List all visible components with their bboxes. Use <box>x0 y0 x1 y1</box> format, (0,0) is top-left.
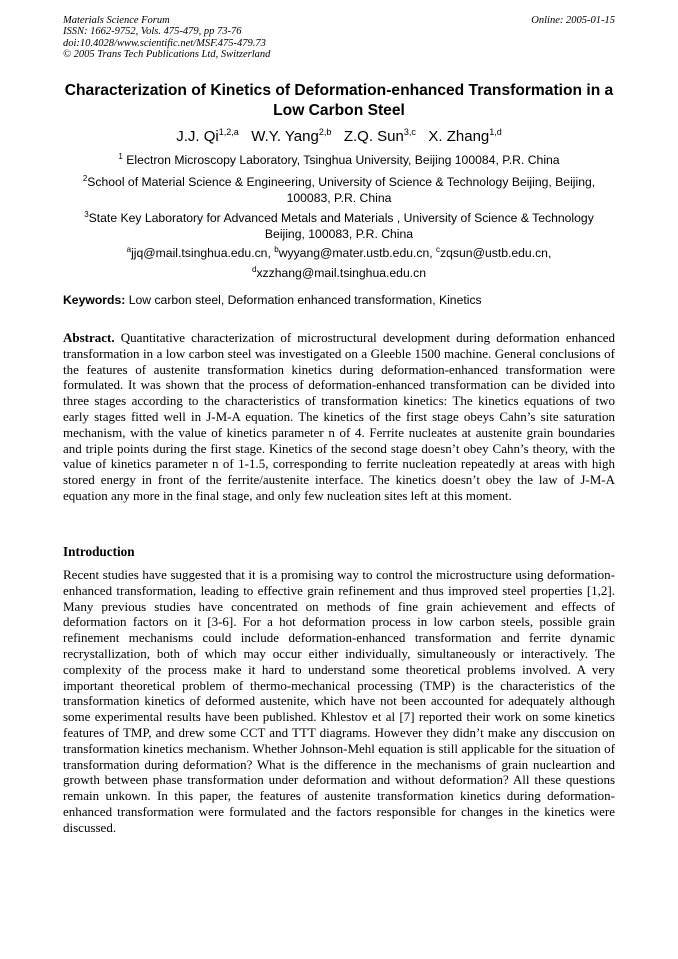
author-name: X. Zhang <box>428 128 490 145</box>
author-name: Z.Q. Sun <box>343 128 404 145</box>
keywords <box>63 292 615 308</box>
section-heading-introduction: Introduction <box>63 544 135 559</box>
abstract-text: Quantitative characterization of microstructural development during deformation enhanced transformation in a low carbon steel was investigated on a Gleeble 1500 machine. General conclusions of the features of austenite transformation kinetics during deformation-enhanced transformation were formulated. It was shown that the process of deformation-enhanced transformation can be divided into three stages according to the characteristics of transformation kinetics: The kinetics equations of two early stages fitted well in J-M-A equation. The kinetics of the first stage obeys Cahn’s site saturation mechanism, with the value of kinetics parameter n of 4. Ferrite nucleates at austenite grain boundaries and triple points during the first stage. Kinetics of the second stage doesn’t obey Cahn’s theory, with the value of kinetics parameter n of 1-1.5, corresponding to ferrite nucleation repeatedly at areas with high stored energy in front of the ferrite/austenite interface. The kinetics doesn’t obey the law of J-M-A equation any more in the final stage, and only few nucleation sites left at this moment. <box>63 330 615 503</box>
abstract <box>63 330 615 504</box>
email-address: xzzhang@mail.tsinghua.edu.cn <box>256 265 426 280</box>
affiliation-text: School of Material Science & Engineering, University of Science & Technology Beijing, Beijing, 100083, P.R. China <box>87 175 596 205</box>
author-affiliation-mark: 2,b <box>318 127 332 137</box>
journal-name: Materials Science Forum <box>63 15 170 26</box>
author-affiliation-mark: 1,2,a <box>218 127 239 137</box>
doi-line: doi:10.4028/www.scientific.net/MSF.475-479.73 <box>63 37 266 49</box>
affiliation-mark: 1 <box>118 152 123 161</box>
email-list <box>70 242 608 281</box>
email-mark: a <box>126 245 132 254</box>
keywords-text: Low carbon steel, Deformation enhanced transformation, Kinetics <box>125 293 482 307</box>
keywords-label: Keywords: <box>63 293 126 307</box>
online-date: Online: 2005-01-15 <box>531 15 615 26</box>
affiliation <box>70 207 608 242</box>
author-name: W.Y. Yang <box>251 128 319 145</box>
affiliation <box>70 171 608 206</box>
author-affiliation-mark: 1,d <box>489 127 502 137</box>
email-mark: c <box>436 245 441 254</box>
publication-info <box>63 15 270 60</box>
introduction-paragraph: Recent studies have suggested that it is a promising way to control the microstructure using deformation-enhanced transformation, leading to effective grain refinement and thus improved steel properties [1,2]. Many previous studies have concentrated on methods of fine grain achievement and effects of deformation factors on it [3-6]. For a hot deformation process in low carbon steels, possible grain refinement mechanisms could include deformation-enhanced transformation and ferrite dynamic recrystallization, both of which may occur either individually, simultaneously or interactively. The complexity of the process make it hard to understand some theoretical problems involved. A very important theoretical problem of thermo-mechanical processing (TMP) is the characteristics of the transformation kinetics of deformed austenite, which have not been accounted for adequately although some experimental results have been published. Khlestov et al [7] reported their work on some kinetics features of TMP, and drew some CCT and TTT diagrams. However they didn’t make any disccusion on transformation kinetics mechanism. Whether Johnson-Mehl equation is still applicable for the situation of transformation during deformation? What is the difference in the mechanisms of grain nucleartion and growth between phase transformation under deformation and without deformation? All these questions remain unkown. In this paper, the features of austenite transformation kinetics during deformation-enhanced transformation were formulated and the factors responsible for changes in the kinetics were discussed. <box>63 567 615 835</box>
email-address: zqsun@ustb.edu.cn, <box>440 246 552 260</box>
affiliation-text: State Key Laboratory for Advanced Metals and Materials , University of Science & Technology Beijing, 100083, P.R. China <box>88 211 594 241</box>
affiliation <box>70 149 608 169</box>
abstract-label: Abstract. <box>63 330 115 345</box>
affiliation-text: Electron Microscopy Laboratory, Tsinghua University, Beijing 100084, P.R. China <box>126 153 560 167</box>
author-name: J.J. Qi <box>176 128 219 145</box>
email-mark: b <box>274 245 279 254</box>
issn-line: ISSN: 1662-9752, Vols. 475-479, pp 73-76 <box>63 26 242 38</box>
author-affiliation-mark: 3,c <box>403 127 416 137</box>
email-address: wyyang@mater.ustb.edu.cn, <box>278 246 437 260</box>
affiliation-mark: 3 <box>84 210 89 219</box>
affiliation-mark: 2 <box>82 174 88 183</box>
email-mark: d <box>251 264 257 274</box>
author-list <box>63 122 615 147</box>
paper-title: Characterization of Kinetics of Deformation-enhanced Transformation in a Low Carbon Steel <box>64 82 614 119</box>
email-address: jjq@mail.tsinghua.edu.cn, <box>131 246 275 260</box>
copyright-line: © 2005 Trans Tech Publications Ltd, Switzerland <box>63 48 271 60</box>
